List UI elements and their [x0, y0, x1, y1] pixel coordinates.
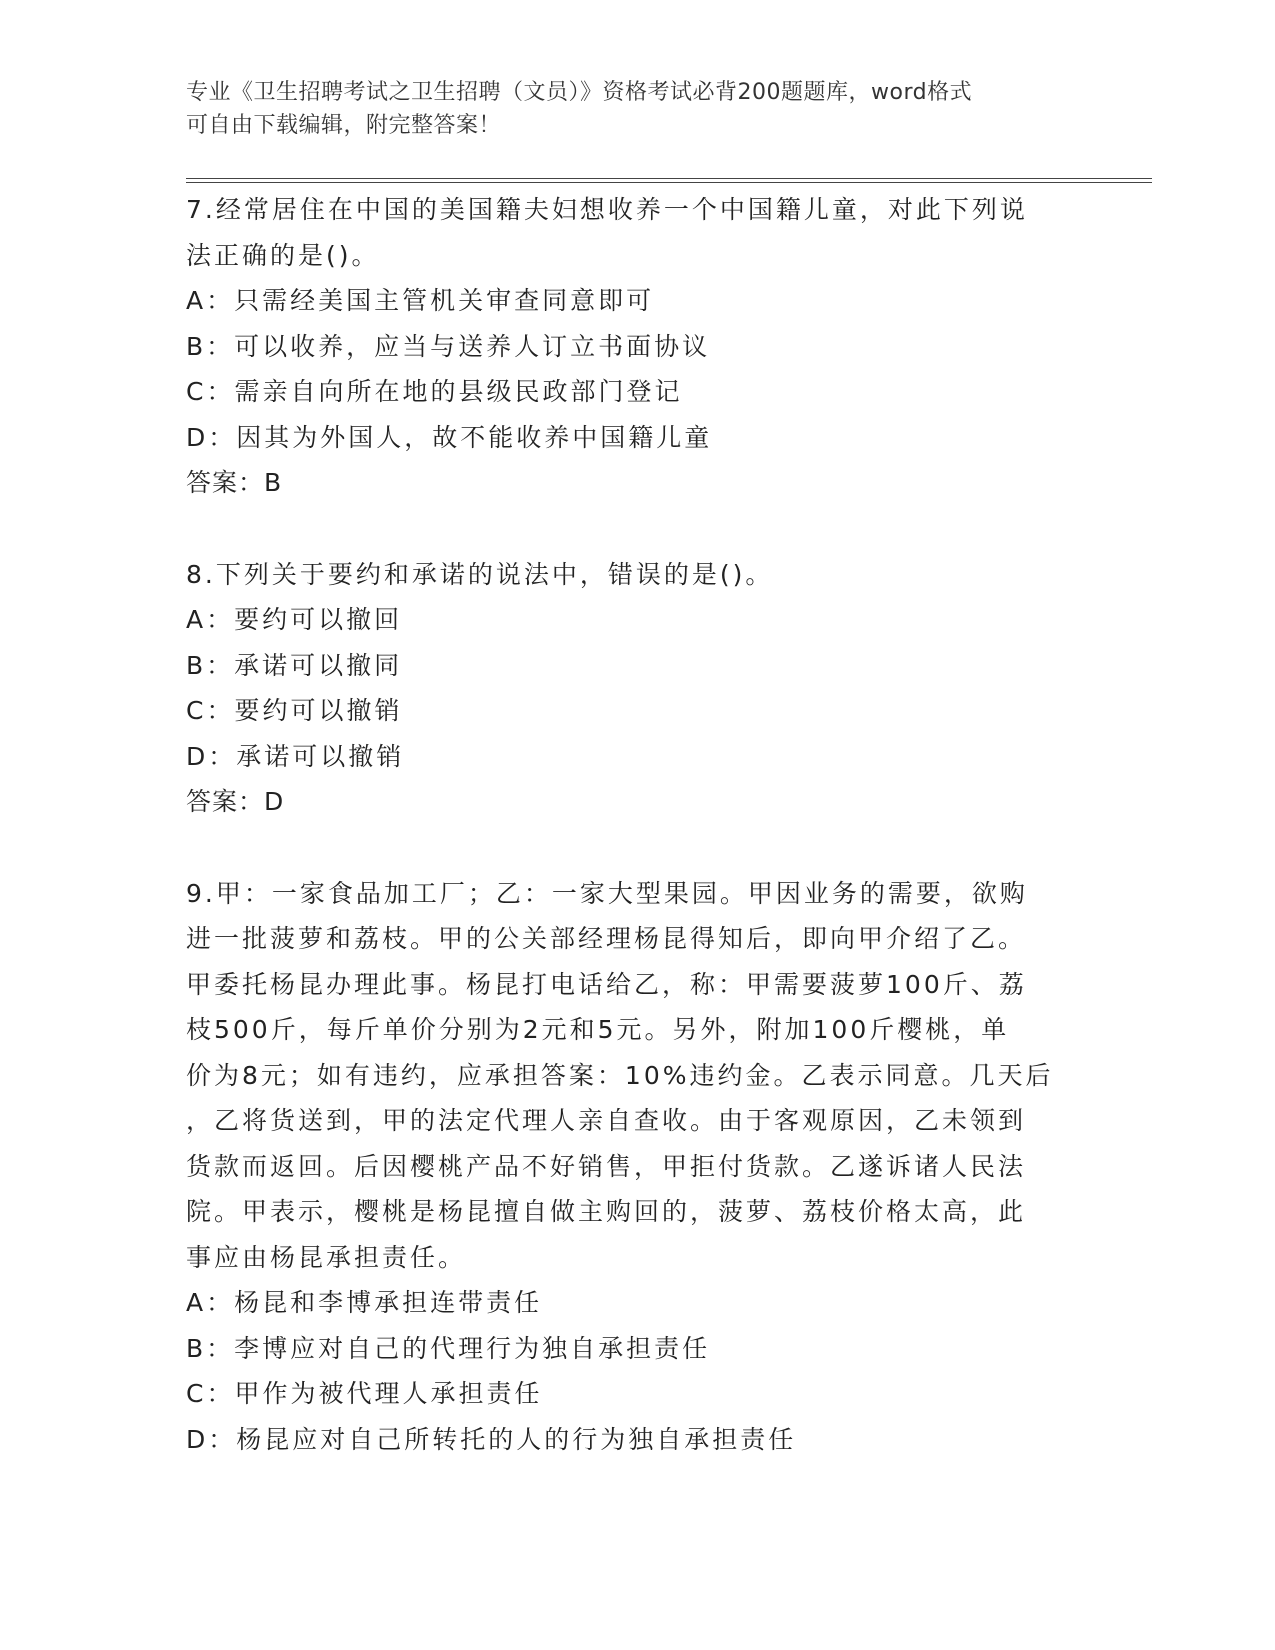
option-d: D：因其为外国人，故不能收养中国籍儿童 — [186, 422, 713, 452]
question-stem: 进一批菠萝和荔枝。甲的公关部经理杨昆得知后，即向甲介绍了乙。 — [186, 924, 1027, 953]
document-header — [186, 76, 1066, 142]
question-stem: 货款而返回。后因樱桃产品不好销售，甲拒付货款。乙遂诉诸人民法 — [186, 1151, 1027, 1181]
question-stem: 甲委托杨昆办理此事。杨昆打电话给乙，称：甲需要菠萝100斤、荔 — [186, 969, 1027, 999]
question-stem: 枝500斤，每斤单价分别为2元和5元。另外，附加100斤樱桃，单 — [186, 1015, 1010, 1044]
option-d: D：杨昆应对自己所转托的人的行为独自承担责任 — [186, 1424, 797, 1454]
question-spacer — [186, 506, 1086, 552]
option-a: A：要约可以撤回 — [186, 605, 403, 634]
question-spacer — [186, 825, 1086, 871]
answer-line: 答案：D — [186, 787, 285, 816]
option-c: C：甲作为被代理人承担责任 — [186, 1379, 543, 1408]
header-line: 专业《卫生招聘考试之卫生招聘（文员）》资格考试必背200题题库，word格式 — [186, 80, 973, 105]
question-9 — [186, 871, 1086, 1463]
header-divider — [186, 178, 1152, 179]
option-a: A：只需经美国主管机关审查同意即可 — [186, 286, 655, 315]
option-c: C：需亲自向所在地的县级民政部门登记 — [186, 377, 683, 406]
question-stem: 法正确的是()。 — [186, 240, 380, 270]
option-a: A：杨昆和李博承担连带责任 — [186, 1288, 543, 1317]
question-stem: 价为8元；如有违约，应承担答案：10%违约金。乙表示同意。几天后 — [186, 1060, 1054, 1090]
question-stem: 事应由杨昆承担责任。 — [186, 1242, 467, 1272]
question-stem: 9.甲：一家食品加工厂；乙：一家大型果园。甲因业务的需要，欲购 — [186, 878, 1028, 908]
option-c: C：要约可以撤销 — [186, 696, 403, 725]
header-line: 可自由下载编辑，附完整答案！ — [186, 113, 502, 138]
option-d: D：承诺可以撤销 — [186, 741, 405, 771]
question-list — [186, 187, 1086, 1462]
option-b: B：可以收养，应当与送养人订立书面协议 — [186, 331, 711, 361]
question-stem: 院。甲表示，樱桃是杨昆擅自做主购回的，菠萝、荔枝价格太高，此 — [186, 1197, 1027, 1226]
question-stem: ，乙将货送到，甲的法定代理人亲自查收。由于客观原因，乙未领到 — [186, 1106, 1027, 1135]
question-stem: 8.下列关于要约和承诺的说法中，错误的是()。 — [186, 559, 774, 589]
question-8 — [186, 552, 1086, 825]
header-divider — [186, 182, 1152, 183]
option-b: B：承诺可以撤同 — [186, 650, 403, 680]
option-b: B：李博应对自己的代理行为独自承担责任 — [186, 1333, 711, 1363]
question-7 — [186, 187, 1086, 506]
question-stem: 7.经常居住在中国的美国籍夫妇想收养一个中国籍儿童，对此下列说 — [186, 195, 1028, 224]
answer-line: 答案：B — [186, 468, 283, 497]
